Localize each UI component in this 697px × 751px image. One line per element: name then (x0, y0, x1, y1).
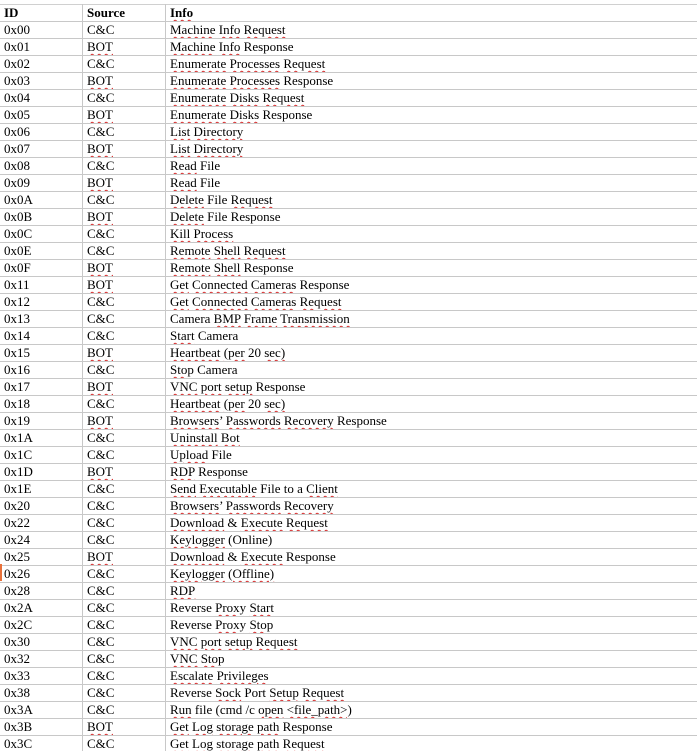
spellcheck-word: Escalate (170, 668, 214, 683)
cell-info[interactable] (166, 22, 697, 39)
cell-source[interactable]: C&C (83, 430, 166, 447)
spellcheck-word: Upload (170, 447, 209, 462)
spellcheck-word: Start (170, 328, 195, 343)
cell-info[interactable]: Browsers’ Passwords Recovery Response (166, 413, 697, 430)
table-row (0, 413, 697, 430)
spellcheck-word: Heartbeat (170, 396, 221, 411)
cell-source[interactable] (83, 107, 166, 124)
cell-id[interactable]: 0x28 (0, 583, 83, 600)
spellcheck-word: Info (218, 39, 241, 54)
cell-info[interactable]: Camera BMP Frame Transmission (166, 311, 697, 328)
table-row (0, 328, 697, 345)
spellcheck-word: Enumerate (170, 73, 227, 88)
spellcheck-word: Get (170, 736, 189, 751)
table-row (0, 243, 697, 260)
table-row (0, 226, 697, 243)
cell-info[interactable] (166, 736, 697, 751)
cell-id[interactable]: 0x01 (0, 39, 83, 56)
cell-id[interactable]: 0x1A (0, 430, 83, 447)
spellcheck-word: Privileges (216, 668, 269, 683)
cell-info[interactable]: Read File (166, 175, 697, 192)
table-row (0, 515, 697, 532)
spellcheck-word: Shell (213, 260, 241, 275)
spellcheck-word: <file_path>) (286, 702, 352, 717)
spellcheck-word: Client (306, 481, 338, 496)
cell-info[interactable]: Get Connected Cameras Response (166, 277, 697, 294)
cell-info[interactable] (166, 124, 697, 141)
spellcheck-word: BOT (87, 107, 113, 122)
spellcheck-word: VNC (170, 651, 198, 666)
cell-id[interactable]: 0x2A (0, 600, 83, 617)
cell-id[interactable]: 0x08 (0, 158, 83, 175)
cell-info[interactable] (166, 243, 697, 260)
spellcheck-word: BOT (87, 413, 113, 428)
spellcheck-word: Frame (243, 311, 278, 326)
spellcheck-word: Processes (229, 56, 281, 71)
spellcheck-word: Request (299, 294, 342, 309)
spellcheck-word: Cameras (250, 294, 297, 309)
spellcheck-word: Machine (170, 22, 216, 37)
cell-source[interactable]: C&C (83, 634, 166, 651)
cell-id[interactable]: 0x13 (0, 311, 83, 328)
table-row (0, 430, 697, 447)
cell-id[interactable]: 0x1D (0, 464, 83, 481)
cell-source[interactable] (83, 73, 166, 90)
spellcheck-word: BOT (87, 39, 113, 54)
table-row (0, 294, 697, 311)
cell-id[interactable]: 0x05 (0, 107, 83, 124)
spellcheck-word: Sock (215, 685, 242, 700)
spellcheck-word: storage (216, 736, 254, 751)
cell-info[interactable]: Machine Info Response (166, 39, 697, 56)
header-info[interactable] (166, 5, 697, 22)
spellcheck-word: Request (243, 22, 286, 37)
cell-source[interactable]: C&C (83, 22, 166, 39)
cell-source[interactable] (83, 464, 166, 481)
cell-info[interactable]: Remote Shell Response (166, 260, 697, 277)
cell-info[interactable] (166, 141, 697, 158)
spellcheck-word: Info (170, 5, 194, 20)
table-row (0, 90, 697, 107)
table-row (0, 532, 697, 549)
cell-info[interactable] (166, 668, 697, 685)
spellcheck-word: Request (255, 634, 298, 649)
spellcheck-word: Request (230, 192, 273, 207)
table-row (0, 141, 697, 158)
cell-info[interactable]: Enumerate Processes Response (166, 73, 697, 90)
table-row (0, 379, 697, 396)
cell-source[interactable] (83, 549, 166, 566)
cell-id[interactable]: 0x38 (0, 685, 83, 702)
spellcheck-word: BOT (87, 209, 113, 224)
spellcheck-word: Execute (240, 549, 283, 564)
cell-id[interactable]: 0x14 (0, 328, 83, 345)
cell-source[interactable]: C&C (83, 515, 166, 532)
spellcheck-word: Executable (199, 481, 257, 496)
cell-source[interactable]: C&C (83, 192, 166, 209)
spellcheck-word: Stop (249, 617, 274, 632)
table-row (0, 600, 697, 617)
spellcheck-word: RDP (170, 464, 195, 479)
cell-id[interactable]: 0x1C (0, 447, 83, 464)
spellcheck-word: VNC (170, 634, 198, 649)
cell-info[interactable]: Reverse Sock Port Setup Request (166, 685, 697, 702)
spellcheck-word: Stop (200, 651, 225, 666)
cell-id[interactable]: 0x15 (0, 345, 83, 362)
spellcheck-word: Browsers’ (170, 498, 223, 513)
cell-id[interactable]: 0x03 (0, 73, 83, 90)
cell-source[interactable]: C&C (83, 685, 166, 702)
cell-info[interactable]: Download & Execute Response (166, 549, 697, 566)
cell-source[interactable]: C&C (83, 617, 166, 634)
cell-id[interactable]: 0x09 (0, 175, 83, 192)
spellcheck-word: RDP (170, 583, 196, 598)
spellcheck-word: sec) (264, 396, 286, 411)
cell-source[interactable] (83, 141, 166, 158)
spellcheck-word: Get (170, 294, 189, 309)
header-row (0, 5, 697, 22)
spellcheck-word: open (258, 702, 284, 717)
spellcheck-word: Passwords (225, 498, 281, 513)
spellcheck-word: Proxy (215, 617, 247, 632)
table-row (0, 107, 697, 124)
table-row (0, 39, 697, 56)
spellcheck-word: Read (170, 158, 197, 173)
spellcheck-word: BOT (87, 719, 113, 734)
cell-id[interactable]: 0x24 (0, 532, 83, 549)
cell-id[interactable]: 0x11 (0, 277, 83, 294)
cell-source[interactable] (83, 175, 166, 192)
cell-info[interactable] (166, 651, 697, 668)
spellcheck-word: (per (223, 345, 245, 360)
table-row (0, 464, 697, 481)
cell-source[interactable]: C&C (83, 702, 166, 719)
cell-id[interactable]: 0x1E (0, 481, 83, 498)
spellcheck-word: VNC (170, 379, 198, 394)
spellcheck-word: BOT (87, 549, 113, 564)
cell-info[interactable] (166, 430, 697, 447)
cell-source[interactable]: C&C (83, 481, 166, 498)
cell-info[interactable]: Send Executable File to a Client (166, 481, 697, 498)
cell-id[interactable]: 0x0A (0, 192, 83, 209)
spellcheck-word: Browsers’ (170, 413, 223, 428)
spellcheck-word: Download (170, 515, 225, 530)
spellcheck-word: Directory (193, 124, 244, 139)
spellcheck-word: Kill (170, 226, 191, 241)
table-row (0, 362, 697, 379)
spellcheck-word: Enumerate (170, 56, 227, 71)
cell-source[interactable]: C&C (83, 158, 166, 175)
cell-info[interactable]: VNC port setup Response (166, 379, 697, 396)
cell-info[interactable] (166, 634, 697, 651)
table-row (0, 73, 697, 90)
table-row (0, 702, 697, 719)
spellcheck-word: Enumerate (170, 107, 227, 122)
cell-info[interactable] (166, 294, 697, 311)
cell-id[interactable]: 0x20 (0, 498, 83, 515)
header-id[interactable]: ID (0, 5, 83, 22)
spellcheck-word: Get (170, 719, 189, 734)
table-row (0, 192, 697, 209)
spellcheck-word: Request (302, 685, 345, 700)
spellcheck-word: Remote (170, 260, 211, 275)
cell-source[interactable] (83, 413, 166, 430)
spellcheck-word: BOT (87, 379, 113, 394)
cell-id[interactable]: 0x18 (0, 396, 83, 413)
spellcheck-word: BOT (87, 73, 113, 88)
spellcheck-word: BOT (87, 277, 113, 292)
cell-info[interactable] (166, 90, 697, 107)
cell-source[interactable] (83, 719, 166, 736)
spellcheck-word: Enumerate (170, 90, 227, 105)
table-row (0, 719, 697, 736)
cell-source[interactable] (83, 379, 166, 396)
cell-source[interactable]: C&C (83, 600, 166, 617)
cell-id[interactable]: 0x12 (0, 294, 83, 311)
table-row (0, 175, 697, 192)
spellcheck-word: Request (285, 515, 328, 530)
cell-info[interactable]: Enumerate Disks Response (166, 107, 697, 124)
cell-source[interactable]: C&C (83, 396, 166, 413)
cell-source[interactable] (83, 345, 166, 362)
spellcheck-word: Request (243, 243, 286, 258)
cell-info[interactable] (166, 56, 697, 73)
header-source[interactable]: Source (83, 5, 166, 22)
spellcheck-word: List (170, 141, 191, 156)
spellcheck-word: setup (224, 634, 253, 649)
cell-id[interactable]: 0x0B (0, 209, 83, 226)
spellcheck-word: Execute (240, 515, 283, 530)
cell-info[interactable]: RDP Response (166, 464, 697, 481)
spellcheck-word: Disks (229, 90, 260, 105)
table-row (0, 277, 697, 294)
spellcheck-word: Run (170, 702, 192, 717)
spellcheck-word: BOT (87, 175, 113, 190)
cell-info[interactable]: Get Log storage path Response (166, 719, 697, 736)
spellcheck-word: sec) (264, 345, 286, 360)
cell-source[interactable] (83, 260, 166, 277)
spellcheck-word: Directory (193, 141, 244, 156)
spellcheck-word: BMP (213, 311, 241, 326)
cell-info[interactable]: Read File (166, 158, 697, 175)
spellcheck-word: port (200, 634, 222, 649)
table-row (0, 736, 697, 751)
spellcheck-word: path (257, 736, 280, 751)
spellcheck-word: Request (262, 90, 305, 105)
spellcheck-word: Uninstall (170, 430, 218, 445)
spellcheck-word: Send (170, 481, 196, 496)
table-row (0, 549, 697, 566)
cell-info[interactable]: Start Camera (166, 328, 697, 345)
spellcheck-word: Process (193, 226, 234, 241)
spellcheck-word: Proxy (215, 600, 247, 615)
cell-id[interactable]: 0x3B (0, 719, 83, 736)
table-row (0, 56, 697, 73)
spellcheck-word: Transmission (280, 311, 350, 326)
cell-source[interactable] (83, 277, 166, 294)
cell-id[interactable]: 0x0C (0, 226, 83, 243)
table-row (0, 22, 697, 39)
cell-source[interactable]: C&C (83, 583, 166, 600)
cell-id[interactable]: 0x2C (0, 617, 83, 634)
spellcheck-word: Delete (170, 209, 204, 224)
spellcheck-word: Connected (192, 294, 248, 309)
spellcheck-word: BOT (87, 260, 113, 275)
table-row (0, 651, 697, 668)
message-id-table (0, 4, 697, 751)
spellcheck-word: Recovery (283, 498, 334, 513)
spellcheck-word: Remote (170, 243, 211, 258)
table-row (0, 498, 697, 515)
cell-info[interactable]: Heartbeat (per 20 sec) (166, 396, 697, 413)
cell-info[interactable] (166, 226, 697, 243)
cell-source[interactable]: C&C (83, 498, 166, 515)
spellcheck-word: path (257, 719, 280, 734)
spellcheck-word: port (200, 379, 222, 394)
spellcheck-word: Stop (170, 362, 194, 377)
table-row (0, 158, 697, 175)
cell-info[interactable] (166, 566, 697, 583)
cell-source[interactable]: C&C (83, 294, 166, 311)
spellcheck-word: BOT (87, 464, 113, 479)
cell-id[interactable]: 0x04 (0, 90, 83, 107)
table-body (0, 22, 697, 751)
cell-source[interactable]: C&C (83, 668, 166, 685)
table-row (0, 396, 697, 413)
spellcheck-word: Processes (229, 73, 281, 88)
table-row (0, 566, 697, 583)
spellcheck-word: Recovery (283, 413, 334, 428)
spellcheck-word: setup (224, 379, 253, 394)
cell-id[interactable]: 0x07 (0, 141, 83, 158)
cell-id[interactable]: 0x06 (0, 124, 83, 141)
cell-source[interactable]: C&C (83, 362, 166, 379)
cell-info[interactable]: Heartbeat (per 20 sec) (166, 345, 697, 362)
table-row (0, 685, 697, 702)
table-row (0, 634, 697, 651)
table-row (0, 311, 697, 328)
cell-id[interactable]: 0x0E (0, 243, 83, 260)
active-cell-marker (0, 564, 2, 581)
cell-id[interactable]: 0x02 (0, 56, 83, 73)
cell-source[interactable]: C&C (83, 226, 166, 243)
cell-source[interactable]: C&C (83, 311, 166, 328)
cell-id[interactable]: 0x00 (0, 22, 83, 39)
spellcheck-word: Read (170, 175, 197, 190)
spellcheck-word: Connected (192, 277, 248, 292)
spellcheck-word: Start (249, 600, 274, 615)
spellcheck-word: Delete (170, 192, 204, 207)
cell-info[interactable]: Delete File Response (166, 209, 697, 226)
spellcheck-word: Cameras (250, 277, 297, 292)
cell-id[interactable]: 0x33 (0, 668, 83, 685)
table-row (0, 583, 697, 600)
spellcheck-word: BOT (87, 141, 113, 156)
cell-source[interactable]: C&C (83, 243, 166, 260)
cell-id[interactable]: 0x26 (0, 566, 83, 583)
spellcheck-word: Passwords (225, 413, 281, 428)
table-row (0, 447, 697, 464)
cell-source[interactable] (83, 209, 166, 226)
table-row (0, 617, 697, 634)
table-row (0, 345, 697, 362)
spellcheck-word: List (170, 124, 191, 139)
cell-info[interactable]: Upload File (166, 447, 697, 464)
spellcheck-word: Keylogger (170, 532, 225, 547)
cell-id[interactable]: 0x32 (0, 651, 83, 668)
cell-source[interactable]: C&C (83, 651, 166, 668)
spellcheck-word: Log (192, 736, 213, 751)
cell-id[interactable]: 0x17 (0, 379, 83, 396)
spellcheck-word: Request (282, 736, 325, 751)
spellcheck-word: Request (283, 56, 326, 71)
cell-info[interactable]: Run file (cmd /c open <file_path>) (166, 702, 697, 719)
cell-source[interactable]: C&C (83, 566, 166, 583)
cell-info[interactable] (166, 583, 697, 600)
cell-source[interactable]: C&C (83, 736, 166, 751)
spellcheck-word: Shell (213, 243, 241, 258)
cell-source[interactable] (83, 39, 166, 56)
spellcheck-word: BOT (87, 345, 113, 360)
spellcheck-word: Disks (229, 107, 260, 122)
cell-id[interactable]: 0x22 (0, 515, 83, 532)
spellcheck-word: Bot (220, 430, 240, 445)
spellcheck-word: Heartbeat (170, 345, 221, 360)
cell-source[interactable]: C&C (83, 328, 166, 345)
table-row (0, 209, 697, 226)
cell-id[interactable]: 0x19 (0, 413, 83, 430)
cell-id[interactable]: 0x3A (0, 702, 83, 719)
cell-source[interactable]: C&C (83, 56, 166, 73)
cell-id[interactable]: 0x3C (0, 736, 83, 751)
cell-info[interactable]: Reverse Proxy Start (166, 600, 697, 617)
cell-source[interactable]: C&C (83, 447, 166, 464)
cell-id[interactable]: 0x16 (0, 362, 83, 379)
spellcheck-word: Machine (170, 39, 216, 54)
spellcheck-word: (per (223, 396, 245, 411)
spellcheck-word: Download (170, 549, 225, 564)
table-row (0, 260, 697, 277)
cell-source[interactable]: C&C (83, 90, 166, 107)
spellcheck-word: (Offline) (228, 566, 275, 581)
spellcheck-word: Info (218, 22, 241, 37)
cell-source[interactable]: C&C (83, 532, 166, 549)
cell-info[interactable]: Reverse Proxy Stop (166, 617, 697, 634)
table-row (0, 668, 697, 685)
spellcheck-word: Keylogger (170, 566, 225, 581)
spellcheck-word: Get (170, 277, 189, 292)
spellcheck-word: Log (192, 719, 213, 734)
table-row (0, 481, 697, 498)
cell-id[interactable]: 0x25 (0, 549, 83, 566)
cell-info[interactable] (166, 498, 697, 515)
cell-info[interactable]: Download & Execute Request (166, 515, 697, 532)
cell-info[interactable]: Keylogger (Online) (166, 532, 697, 549)
cell-id[interactable]: 0x0F (0, 260, 83, 277)
cell-info[interactable]: Delete File Request (166, 192, 697, 209)
cell-id[interactable]: 0x30 (0, 634, 83, 651)
spellcheck-word: storage (216, 719, 254, 734)
cell-source[interactable]: C&C (83, 124, 166, 141)
cell-info[interactable]: Stop Camera (166, 362, 697, 379)
table-row (0, 124, 697, 141)
spellcheck-word: Setup (269, 685, 299, 700)
